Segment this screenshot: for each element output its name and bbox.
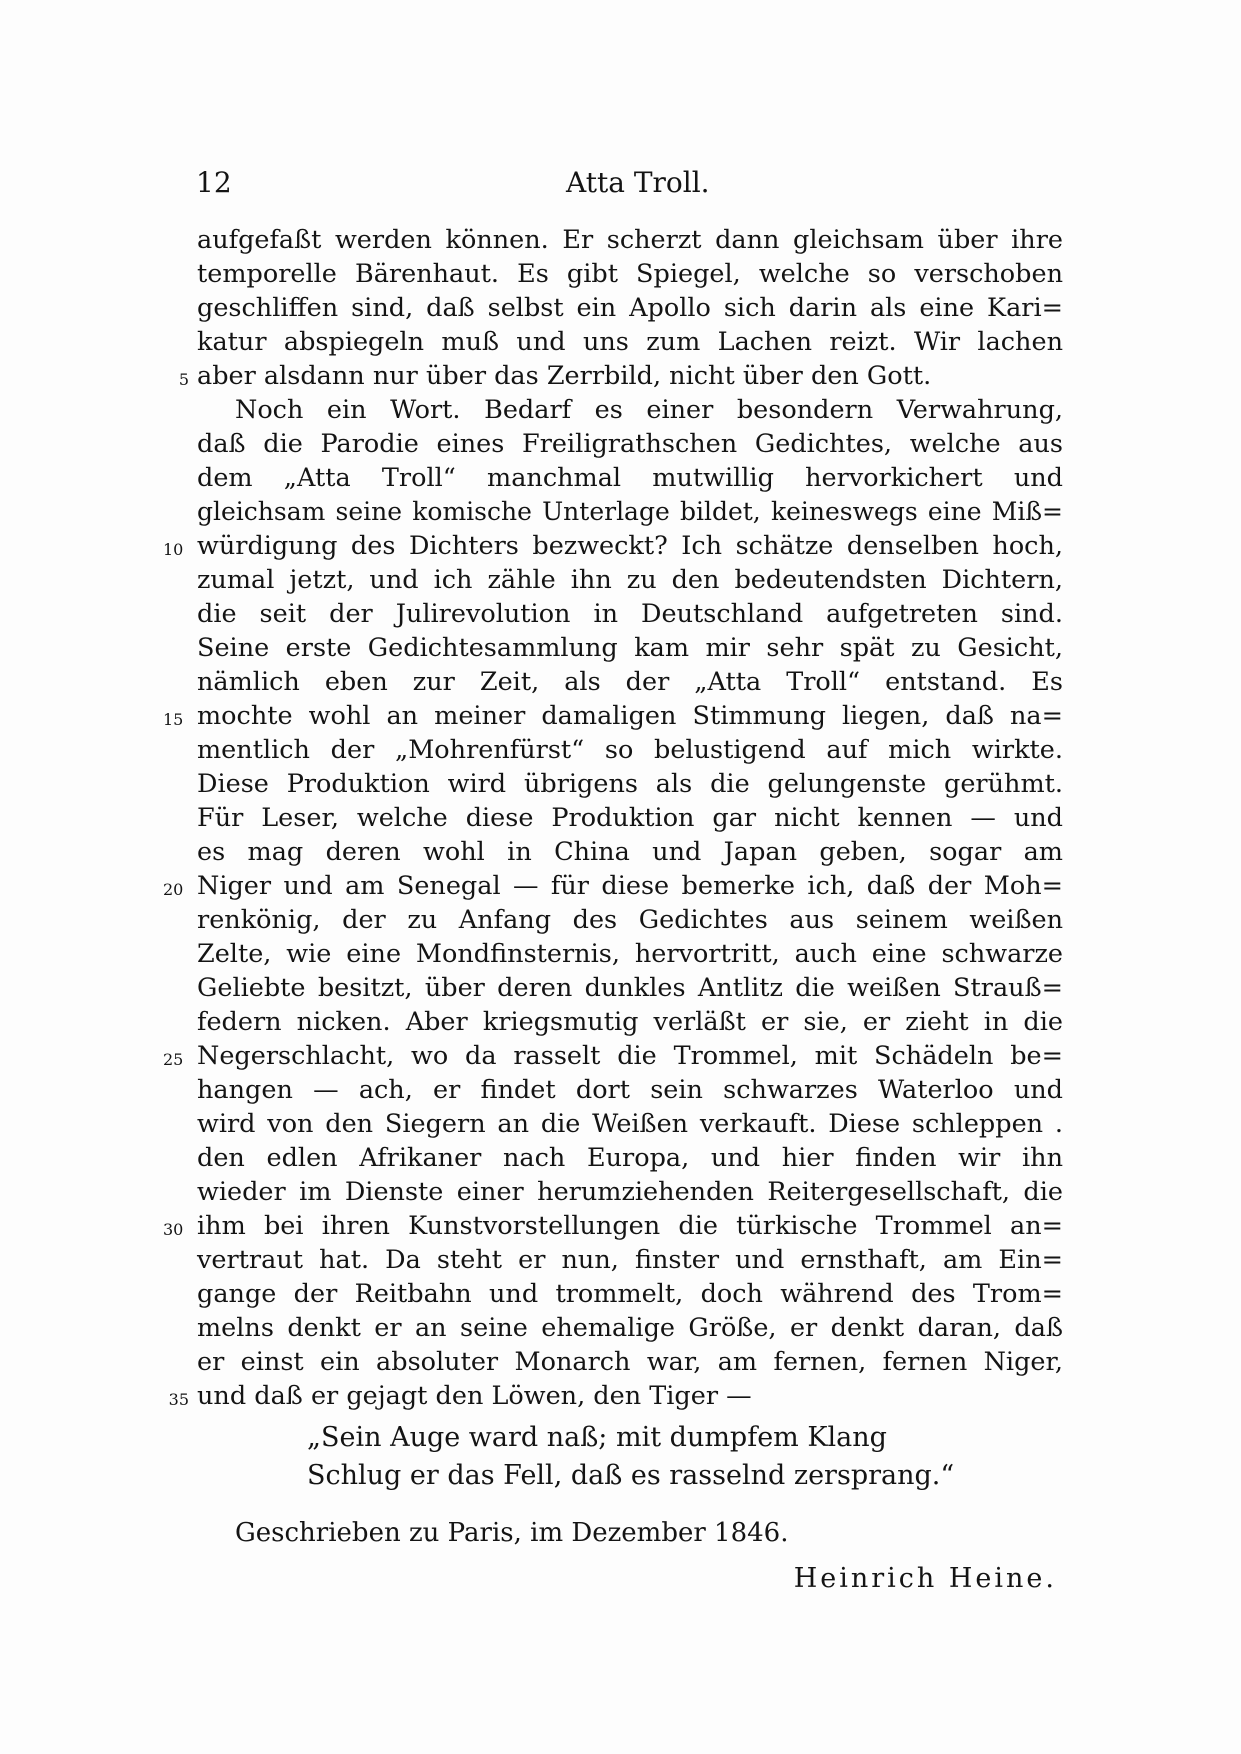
line-number-35: 35 xyxy=(168,1390,189,1409)
text-line-24: federn nicken. Aber kriegsmutig verläßt er sie, er zieht in die xyxy=(197,1007,1063,1037)
text-line-26: hangen — ach, er findet dort sein schwarzes Waterloo und xyxy=(197,1075,1063,1105)
line-number-5: 5 xyxy=(178,370,189,389)
author-signature: Heinrich Heine. xyxy=(793,1563,1057,1594)
text-line-21: renkönig, der zu Anfang des Gedichtes aus seinem weißen xyxy=(197,905,1063,935)
text-line-20 xyxy=(163,869,1063,903)
text-line-15 xyxy=(163,699,1063,733)
text-line-25 xyxy=(163,1039,1063,1073)
text-line-18: Für Leser, welche diese Produktion gar nicht kennen — und xyxy=(197,803,1063,833)
text-line-30 xyxy=(163,1209,1063,1243)
verse-line-2: Schlug er das Fell, daß es rasselnd zersprang.“ xyxy=(307,1460,955,1491)
text-line-8: dem „Atta Troll“ manchmal mutwillig hervorkichert und xyxy=(197,463,1063,493)
running-title: Atta Troll. xyxy=(566,166,710,199)
line-number-15: 15 xyxy=(163,710,184,729)
text-line-11: zumal jetzt, und ich zähle ihn zu den bedeutendsten Dichtern, xyxy=(197,565,1063,595)
text-line-5-content: aber alsdann nur über das Zerrbild, nicht über den Gott. xyxy=(197,361,932,391)
text-line-15-content: mochte wohl an meiner damaligen Stimmung liegen, daß na= xyxy=(197,701,1063,731)
text-line-31: vertraut hat. Da steht er nun, finster und ernsthaft, am Ein= xyxy=(197,1245,1063,1275)
text-line-10-content: würdigung des Dichters bezweckt? Ich schätze denselben hoch, xyxy=(197,531,1063,561)
text-line-16: mentlich der „Mohrenfürst“ so belustigend auf mich wirkte. xyxy=(197,735,1063,765)
text-line-10 xyxy=(163,529,1063,563)
text-line-9: gleichsam seine komische Unterlage bildet, keineswegs eine Miß= xyxy=(197,497,1063,526)
text-line-30-content: ihm bei ihren Kunstvorstellungen die türkische Trommel an= xyxy=(197,1211,1063,1241)
text-line-6: Noch ein Wort. Bedarf es einer besondern Verwahrung, xyxy=(235,395,1063,425)
text-line-22: Zelte, wie eine Mondfinsternis, hervortritt, auch eine schwarze xyxy=(197,939,1063,969)
text-line-7: daß die Parodie eines Freiligrathschen Gedichtes, welche aus xyxy=(197,429,1063,459)
text-line-32: gange der Reitbahn und trommelt, doch während des Trom= xyxy=(197,1279,1063,1309)
verse-line-1: „Sein Auge ward naß; mit dumpfem Klang xyxy=(307,1422,887,1453)
text-line-29: wieder im Dienste einer herumziehenden Reitergesellschaft, die xyxy=(197,1177,1063,1207)
text-line-35 xyxy=(168,1379,1063,1413)
page-number: 12 xyxy=(196,166,232,199)
dateline: Geschrieben zu Paris, im Dezember 1846. xyxy=(235,1518,789,1548)
text-line-5 xyxy=(178,359,1063,393)
text-line-34: er einst ein absoluter Monarch war, am fernen, fernen Niger, xyxy=(197,1347,1063,1377)
text-line-4: katur abspiegeln muß und uns zum Lachen reizt. Wir lachen xyxy=(197,327,1063,357)
text-line-1: aufgefaßt werden können. Er scherzt dann gleichsam über ihre xyxy=(197,225,1063,255)
text-line-23: Geliebte besitzt, über deren dunkles Antlitz die weißen Strauß= xyxy=(197,973,1063,1003)
text-line-20-content: Niger und am Senegal — für diese bemerke ich, daß der Moh= xyxy=(197,871,1063,901)
text-line-3: geschliffen sind, daß selbst ein Apollo sich darin als eine Kari= xyxy=(197,293,1063,323)
text-line-17: Diese Produktion wird übrigens als die gelungenste gerühmt. xyxy=(197,769,1063,799)
text-line-2: temporelle Bärenhaut. Es gibt Spiegel, welche so verschoben xyxy=(197,259,1063,289)
verse-quote xyxy=(197,1419,1063,1495)
text-line-25-content: Negerschlacht, wo da rasselt die Trommel, mit Schädeln be= xyxy=(197,1041,1063,1071)
text-line-35-content: und daß er gejagt den Löwen, den Tiger — xyxy=(197,1381,752,1411)
text-line-33: melns denkt er an seine ehemalige Größe, er denkt daran, daß xyxy=(197,1313,1063,1343)
body-text xyxy=(163,223,1063,1601)
text-line-19: es mag deren wohl in China und Japan geben, sogar am xyxy=(197,837,1063,867)
line-number-20: 20 xyxy=(163,880,184,899)
text-line-14: nämlich eben zur Zeit, als der „Atta Troll“ entstand. Es xyxy=(197,667,1063,697)
text-line-28: den edlen Afrikaner nach Europa, und hier finden wir ihn xyxy=(197,1143,1063,1173)
text-line-13: Seine erste Gedichtesammlung kam mir sehr spät zu Gesicht, xyxy=(197,633,1063,663)
line-number-10: 10 xyxy=(163,540,184,559)
line-number-25: 25 xyxy=(163,1050,184,1069)
page-header xyxy=(196,158,716,208)
text-line-12: die seit der Julirevolution in Deutschland aufgetreten sind. xyxy=(197,599,1063,629)
text-line-27: wird von den Siegern an die Weißen verkauft. Diese schleppen . xyxy=(197,1109,1063,1139)
line-number-30: 30 xyxy=(163,1220,184,1239)
